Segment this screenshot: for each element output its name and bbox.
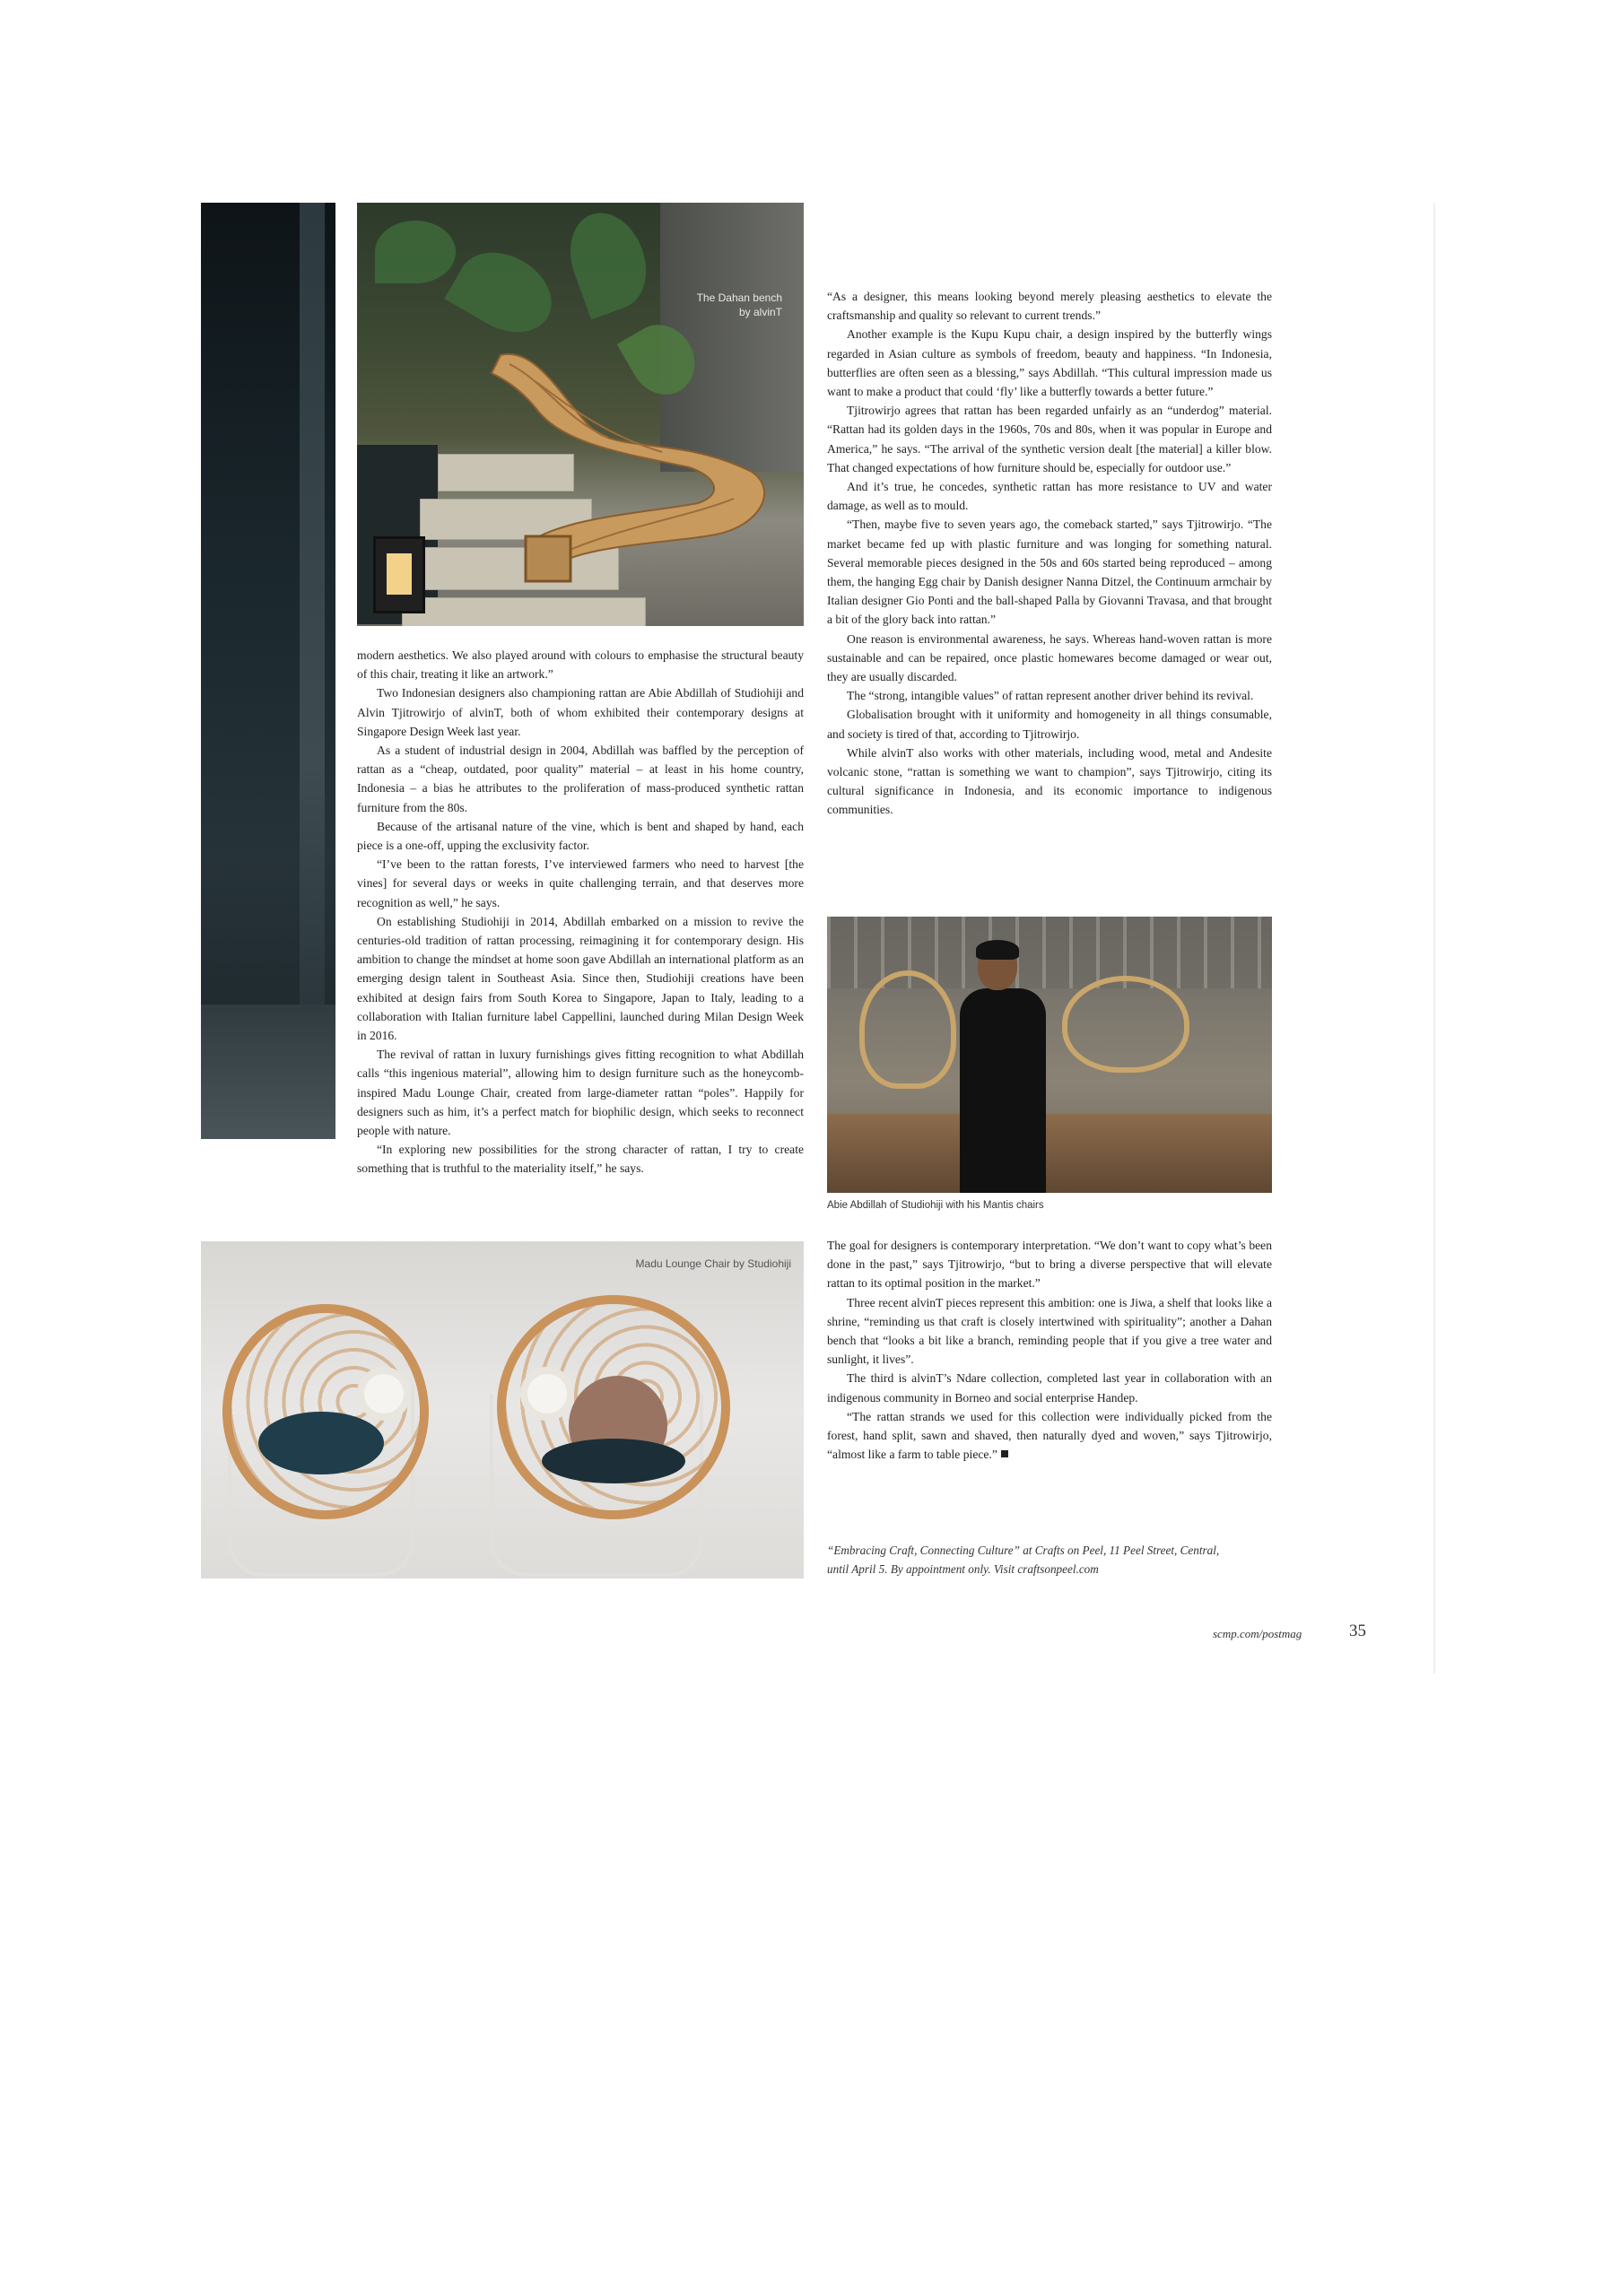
paragraph: And it’s true, he concedes, synthetic rattan has more resistance to UV and water damage, as well as to mould.	[827, 480, 1272, 513]
paragraph: Globalisation brought with it uniformity and homogeneity in all things consumable, and society is tired of that, according to Tjitrowirjo.	[827, 708, 1272, 741]
abie-caption: Abie Abdillah of Studiohiji with his Mantis chairs	[827, 1200, 1044, 1211]
paragraph: “The rattan strands we used for this collection were individually picked from the forest, hand split, sawn and shaved, then naturally dyed and woven,” says Tjitrowirjo, “almost like a farm to table piece.”	[827, 1409, 1272, 1462]
paragraph: The revival of rattan in luxury furnishings gives fitting recognition to what Abdillah calls “this ingenious material”, allowing him to design furniture such as the honeycomb-inspired Madu Lounge Chair, created from large-diameter rattan “poles”. Happily for designers such as him, it’s a perfect match for biophilic design, which seeks to reconnect people with nature.	[357, 1048, 804, 1138]
paragraph: “In exploring new possibilities for the strong character of rattan, I try to create something that is truthful to the materiality itself,” he says.	[357, 1143, 804, 1176]
paragraph: modern aesthetics. We also played around with colours to emphasise the structural beauty of this chair, treating it like an artwork.”	[357, 648, 804, 682]
paragraph: One reason is environmental awareness, he says. Whereas hand-woven rattan is more sustainable and can be repaired, once plastic homewares become damaged or wear out, they are usually discarded.	[827, 631, 1272, 684]
paragraph: As a student of industrial design in 2004, Abdillah was baffled by the perception of rattan as a “cheap, outdated, poor quality” material – at least in his home country, Indonesia – a bias he attributes to the proliferation of mass-produced synthetic rattan furniture from the 80s.	[357, 744, 804, 814]
abie-abdillah-photo	[827, 917, 1272, 1193]
paragraph: Tjitrowirjo agrees that rattan has been regarded unfairly as an “underdog” material. “Rattan had its golden days in the 1960s, 70s and 80s, when it was popular in Europe and America,” he says. “The arrival of the synthetic version dealt [the material] a killer blow. That changed expectations of how furniture should be, especially for outdoor use.”	[827, 404, 1272, 474]
person-body	[960, 988, 1046, 1193]
strip-floor	[201, 1004, 335, 1139]
end-mark-icon	[1001, 1450, 1008, 1457]
page-number: 35	[1349, 1622, 1366, 1640]
chair-seat	[542, 1439, 685, 1483]
page-edge	[1433, 203, 1435, 1674]
madu-caption: Madu Lounge Chair by Studiohiji	[635, 1257, 791, 1270]
mantis-chair-right	[1062, 976, 1189, 1073]
chair-ring	[357, 1367, 411, 1421]
madu-lounge-chair-photo	[201, 1241, 804, 1578]
paragraph: Three recent alvinT pieces represent this ambition: one is Jiwa, a shelf that looks like a shrine, “reminding us that craft is closely intertwined with spirituality”; another a Dahan bench that “looks a bit like a branch, reminding people that if you give a tree water and sunlight, it lives”.	[827, 1295, 1272, 1367]
person	[960, 942, 1035, 1193]
mantis-chair-left	[859, 970, 956, 1089]
right-text-column-top	[827, 287, 1272, 820]
left-photo-strip	[201, 203, 335, 1139]
madu-chair-right	[497, 1295, 730, 1519]
paragraph: “I’ve been to the rattan forests, I’ve interviewed farmers who need to harvest [the vines] for several days or weeks in quite challenging terrain, and that deserves more recognition as well,” he says.	[357, 857, 804, 909]
event-credit	[827, 1541, 1272, 1578]
paragraph: “Then, maybe five to seven years ago, the comeback started,” says Tjitrowirjo. “The market became fed up with plastic furniture and was longing for something natural. Several memorable pieces designed in the 50s and 60s started being reproduced – among them, the hanging Egg chair by Danish designer Nanna Ditzel, the Continuum armchair by Italian designer Gio Ponti and the ball-shaped Palla by Giovanni Travasa, and that brought a bit of the glory back into rattan.”	[827, 517, 1272, 627]
madu-chair-left	[222, 1304, 429, 1519]
paragraph: Because of the artisanal nature of the vine, which is bent and shaped by hand, each piece is a one-off, upping the exclusivity factor.	[357, 819, 804, 853]
right-text-column-bottom	[827, 1236, 1272, 1464]
paragraph: On establishing Studiohiji in 2014, Abdillah embarked on a mission to revive the centuries-old tradition of rattan processing, reimagining it for contemporary design. His ambition to change the mindset at home soon gave Abdillah an international platform as an emerging design talent in Southeast Asia. Since then, Studiohiji creations have been exhibited at design fairs from South Korea to Singapore, Japan to Italy, leading to a collaboration with Italian furniture label Cappellini, launched during Milan Design Week in 2016.	[357, 914, 804, 1043]
dahan-caption	[697, 291, 782, 319]
chair-seat	[258, 1412, 384, 1474]
dahan-caption-line1: The Dahan bench	[696, 291, 782, 304]
work-bench	[827, 1114, 1272, 1193]
dahan-bench-photo	[357, 203, 804, 626]
credit-line-1: “Embracing Craft, Connecting Culture” at Crafts on Peel, 11 Peel Street, Central,	[827, 1544, 1220, 1557]
credit-line-2: until April 5. By appointment only. Visit craftsonpeel.com	[827, 1562, 1099, 1576]
person-hair	[976, 940, 1019, 960]
chair-ring	[520, 1367, 574, 1421]
strip-pillar	[300, 203, 325, 1139]
paragraph: The third is alvinT’s Ndare collection, completed last year in collaboration with an indigenous community in Borneo and social enterprise Handep.	[827, 1371, 1272, 1405]
lantern	[373, 536, 425, 613]
dahan-caption-line2: by alvinT	[738, 306, 782, 318]
paragraph: Two Indonesian designers also championing rattan are Abie Abdillah of Studiohiji and Alvin Tjitrowirjo of alvinT, both of whom exhibited their contemporary designs at Singapore Design Week last year.	[357, 686, 804, 738]
paragraph: “As a designer, this means looking beyond merely pleasing aesthetics to elevate the craftsmanship and quality so relevant to current trends.”	[827, 290, 1272, 323]
paragraph: The “strong, intangible values” of rattan represent another driver behind its revival.	[847, 689, 1254, 703]
left-text-column	[357, 646, 804, 1178]
paragraph: While alvinT also works with other materials, including wood, metal and Andesite volcanic stone, “rattan is something we want to champion”, says Tjitrowirjo, citing its cultural significance in Indonesia, and its economic importance to indigenous communities.	[827, 745, 1272, 817]
paragraph: The goal for designers is contemporary interpretation. “We don’t want to copy what’s been done in the past,” says Tjitrowirjo, “but to bring a diverse perspective that will elevate rattan to its optimal position in the market.”	[827, 1239, 1272, 1291]
paragraph: Another example is the Kupu Kupu chair, a design inspired by the butterfly wings regarded in Asian culture as symbols of freedom, beauty and happiness. “In Indonesia, butterflies are often seen as a blessing,” says Abdillah. “This cultural impression made us want to make a product that could ‘fly’ like a butterfly towards a better future.”	[827, 327, 1272, 399]
folio-url[interactable]: scmp.com/postmag	[1213, 1627, 1302, 1640]
